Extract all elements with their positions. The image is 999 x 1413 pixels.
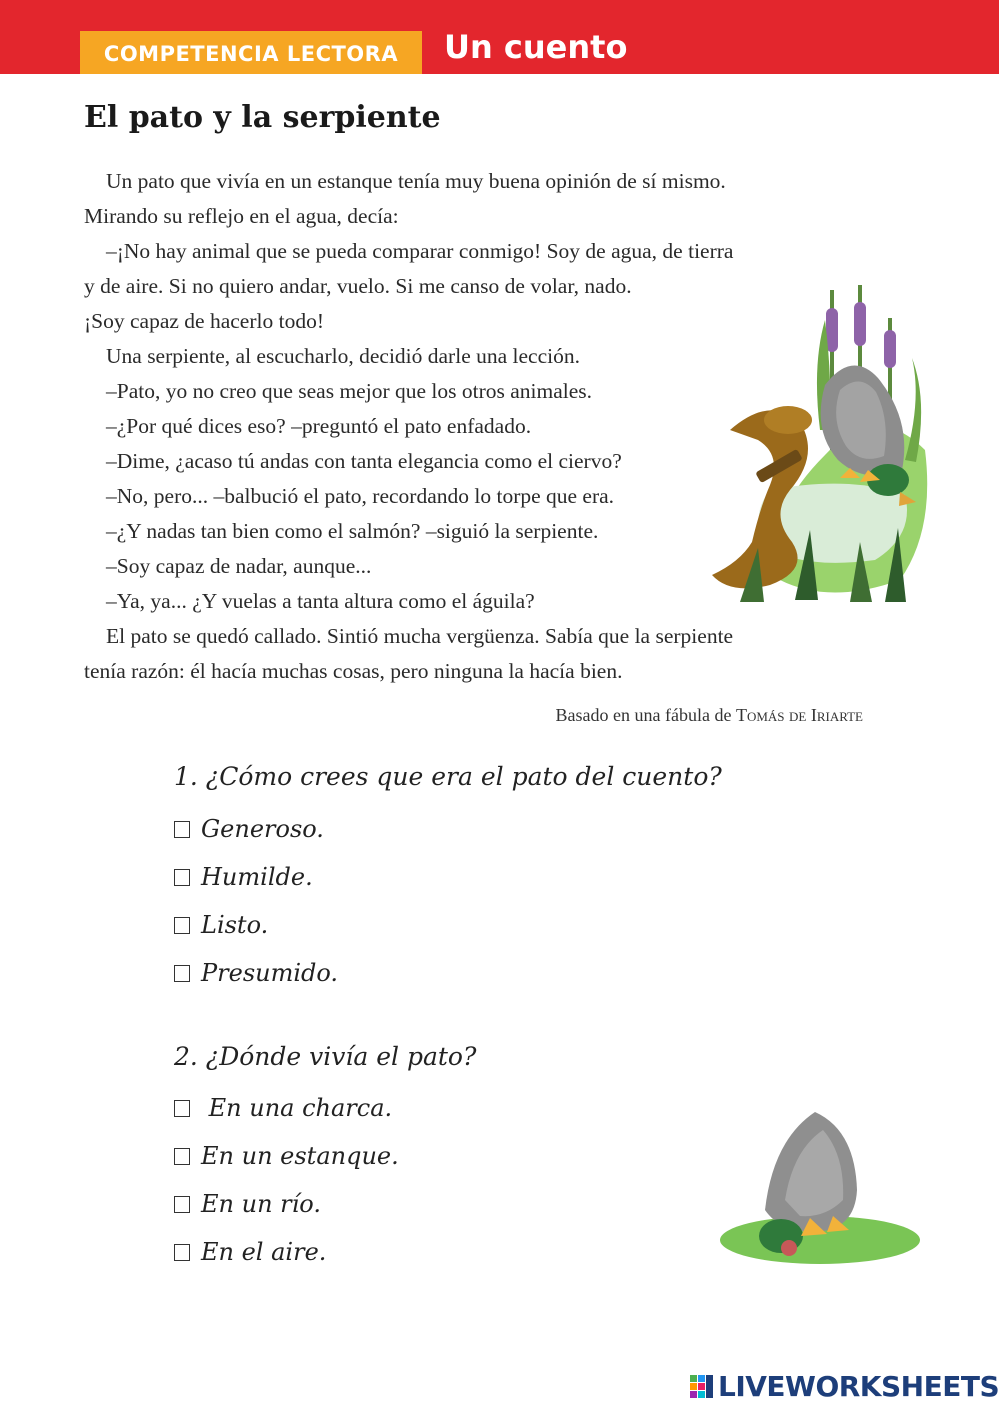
option-q2-aire[interactable] (174, 1238, 326, 1266)
duck-snake-illustration (700, 280, 930, 610)
story-line: –No, pero... –balbució el pato, recordando lo torpe que era. (106, 484, 615, 508)
source-author: Tomás de Iriarte (735, 705, 863, 725)
story-line: –Pato, yo no creo que seas mejor que los otros animales. (106, 379, 593, 403)
story-line: Una serpiente, al escucharlo, decidió darle una lección. (106, 344, 580, 368)
checkbox[interactable] (174, 1100, 190, 1117)
section-label: COMPETENCIA LECTORA (80, 31, 422, 74)
source-prefix: Basado en una fábula de (555, 705, 732, 725)
option-q2-rio[interactable] (174, 1190, 321, 1218)
option-label: Presumido. (201, 959, 339, 987)
checkbox[interactable] (174, 1244, 190, 1261)
story-line: –¡No hay animal que se pueda comparar conmigo! Soy de agua, de tierra (106, 239, 734, 263)
story-line: ¡Soy capaz de hacerlo todo! (84, 309, 324, 333)
story-line: –Dime, ¿acaso tú andas con tanta elegancia como el ciervo? (106, 449, 622, 473)
checkbox[interactable] (174, 917, 190, 934)
option-label: Generoso. (201, 815, 324, 843)
story-line: Un pato que vivía en un estanque tenía muy buena opinión de sí mismo. (106, 169, 726, 193)
brand-name: LIVEWORKSHEETS (718, 1370, 999, 1403)
story-line: tenía razón: él hacía muchas cosas, pero ninguna la hacía bien. (84, 659, 623, 683)
option-label: En un estanque. (201, 1142, 399, 1170)
story-line: El pato se quedó callado. Sintió mucha vergüenza. Sabía que la serpiente (106, 624, 734, 648)
story-line: y de aire. Si no quiero andar, vuelo. Si me canso de volar, nado. (84, 274, 632, 298)
question-2: 2. ¿Dónde vivía el pato? (174, 1042, 477, 1071)
brand-footer (690, 1370, 999, 1403)
checkbox[interactable] (174, 869, 190, 886)
option-q1-listo[interactable] (174, 911, 268, 939)
option-q1-generoso[interactable] (174, 815, 324, 843)
option-label: En una charca. (201, 1094, 393, 1122)
option-q1-humilde[interactable] (174, 863, 313, 891)
story-source (556, 705, 863, 726)
story-line: –Soy capaz de nadar, aunque... (106, 554, 372, 578)
story-line: –Ya, ya... ¿Y vuelas a tanta altura como el águila? (106, 589, 535, 613)
option-label: En el aire. (201, 1238, 327, 1266)
option-q2-charca[interactable] (174, 1094, 392, 1122)
option-label: Humilde. (201, 863, 313, 891)
text-type-label: Un cuento (444, 28, 628, 66)
liveworksheets-logo-icon (690, 1375, 714, 1399)
option-q2-estanque[interactable] (174, 1142, 399, 1170)
story-line: –¿Y nadas tan bien como el salmón? –siguió la serpiente. (106, 519, 599, 543)
duck-illustration (715, 1100, 925, 1270)
story-line: –¿Por qué dices eso? –preguntó el pato enfadado. (106, 414, 532, 438)
checkbox[interactable] (174, 1196, 190, 1213)
story-title: El pato y la serpiente (84, 100, 441, 135)
option-q1-presumido[interactable] (174, 959, 338, 987)
option-label: En un río. (201, 1190, 321, 1218)
checkbox[interactable] (174, 1148, 190, 1165)
option-label: Listo. (201, 911, 269, 939)
checkbox[interactable] (174, 965, 190, 982)
question-1: 1. ¿Cómo crees que era el pato del cuento? (174, 762, 722, 791)
story-line: Mirando su reflejo en el agua, decía: (84, 204, 399, 228)
checkbox[interactable] (174, 821, 190, 838)
